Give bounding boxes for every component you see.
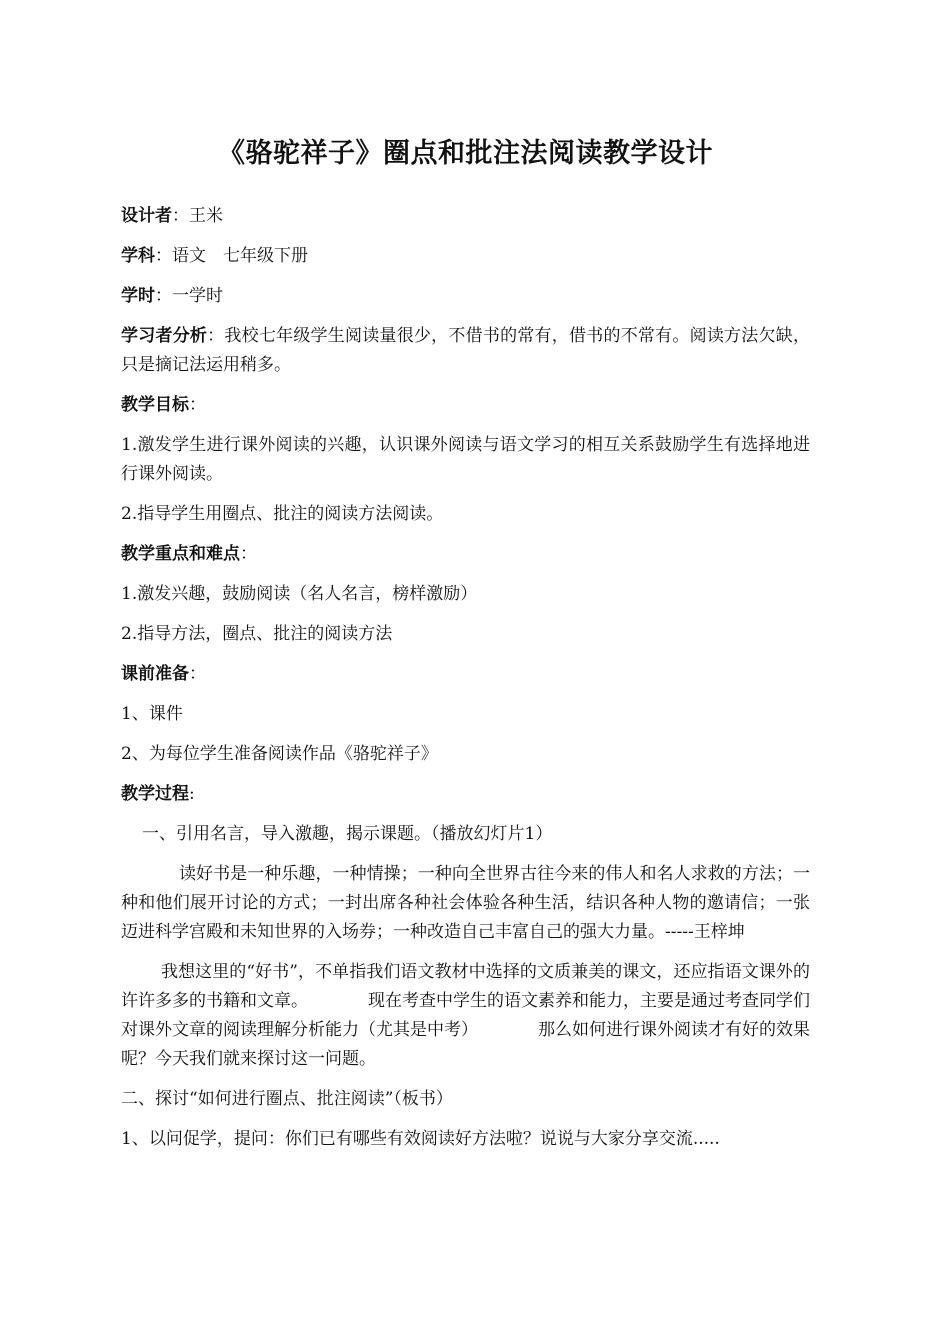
subject-sep: ： bbox=[155, 246, 172, 266]
prep-item: 2、为每位学生准备阅读作品《骆驼祥子》 bbox=[121, 744, 438, 764]
goals-heading bbox=[121, 391, 810, 420]
designer-label: 设计者 bbox=[121, 206, 172, 226]
goals-sep: ： bbox=[189, 395, 206, 415]
designer-sep: ： bbox=[172, 206, 189, 226]
designer-line bbox=[121, 202, 810, 231]
page-title: 《骆驼祥子》圈点和批注法阅读教学设计 bbox=[218, 138, 713, 169]
focus-item: 1.激发兴趣，鼓励阅读（名人名言，榜样激励） bbox=[121, 584, 478, 604]
focus-heading bbox=[121, 540, 810, 569]
goals-heading-text: 教学目标 bbox=[121, 395, 189, 415]
prep-item: 1、课件 bbox=[121, 704, 183, 724]
goal-item: 2.指导学生用圈点、批注的阅读方法阅读。 bbox=[121, 504, 444, 524]
learner-sep: ： bbox=[207, 326, 225, 346]
hours-label: 学时 bbox=[121, 286, 155, 306]
intro-paragraph bbox=[121, 958, 810, 1074]
focus-sep: ： bbox=[240, 544, 257, 564]
learner-label: 学习者分析 bbox=[121, 326, 208, 346]
intro-part-b: 现在考查中学生的语文素养和能力，主要是通过考查同学们对课外文章的阅读理解分析能力（尤其是中考） bbox=[121, 991, 810, 1040]
prep-heading bbox=[121, 660, 810, 689]
subject-value: 语文 七年级下册 bbox=[172, 246, 308, 266]
quote-paragraph: 读好书是一种乐趣，一种情操；一种向全世界古往今来的伟人和名人求救的方法；一种和他们展开讨论的方式；一封出席各种社会体验各种生活，结识各种人物的邀请信；一张迈进科学宫殿和未知世界的入场券；一种改造自己丰富自己的强大力量。-----王梓坤 bbox=[121, 864, 810, 942]
process-heading-text: 教学过程 bbox=[121, 784, 189, 804]
hours-value: 一学时 bbox=[172, 286, 223, 306]
process-step-2: 二、探讨“如何进行圈点、批注阅读”（板书） bbox=[121, 1089, 453, 1109]
hours-line bbox=[121, 282, 810, 311]
intro-part-c: 那么如何进行课外阅读才有好的效果呢？今天我们就来探讨这一问题。 bbox=[121, 1020, 810, 1069]
prep-heading-text: 课前准备 bbox=[121, 664, 189, 684]
goal-item: 1.激发学生进行课外阅读的兴趣，认识课外阅读与语文学习的相互关系鼓励学生有选择地进行课外阅读。 bbox=[121, 435, 810, 484]
learner-value: 我校七年级学生阅读量很少，不借书的常有，借书的不常有。阅读方法欠缺，只是摘记法运用稍多。 bbox=[121, 326, 811, 375]
hours-sep: ： bbox=[155, 286, 172, 306]
learner-analysis bbox=[121, 322, 810, 380]
focus-item: 2.指导方法，圈点、批注的阅读方法 bbox=[121, 624, 393, 644]
process-step-2-1: 1、以问促学，提问：你们已有哪些有效阅读好方法啦？说说与大家分享交流..... bbox=[121, 1129, 720, 1149]
process-sep: : bbox=[189, 784, 195, 804]
focus-heading-text: 教学重点和难点 bbox=[121, 544, 240, 564]
designer-value: 王米 bbox=[189, 206, 223, 226]
subject-label: 学科 bbox=[121, 246, 155, 266]
intro-part-a: 我想这里的“好书”，不单指我们语文教材中选择的文质兼美的课文，还应指语文课外的许许多多的书籍和文章。 bbox=[121, 962, 810, 1011]
process-heading bbox=[121, 780, 810, 809]
process-step-1: 一、引用名言，导入激趣，揭示课题。（播放幻灯片1） bbox=[142, 824, 553, 844]
prep-sep: ： bbox=[189, 664, 206, 684]
subject-line bbox=[121, 242, 810, 271]
